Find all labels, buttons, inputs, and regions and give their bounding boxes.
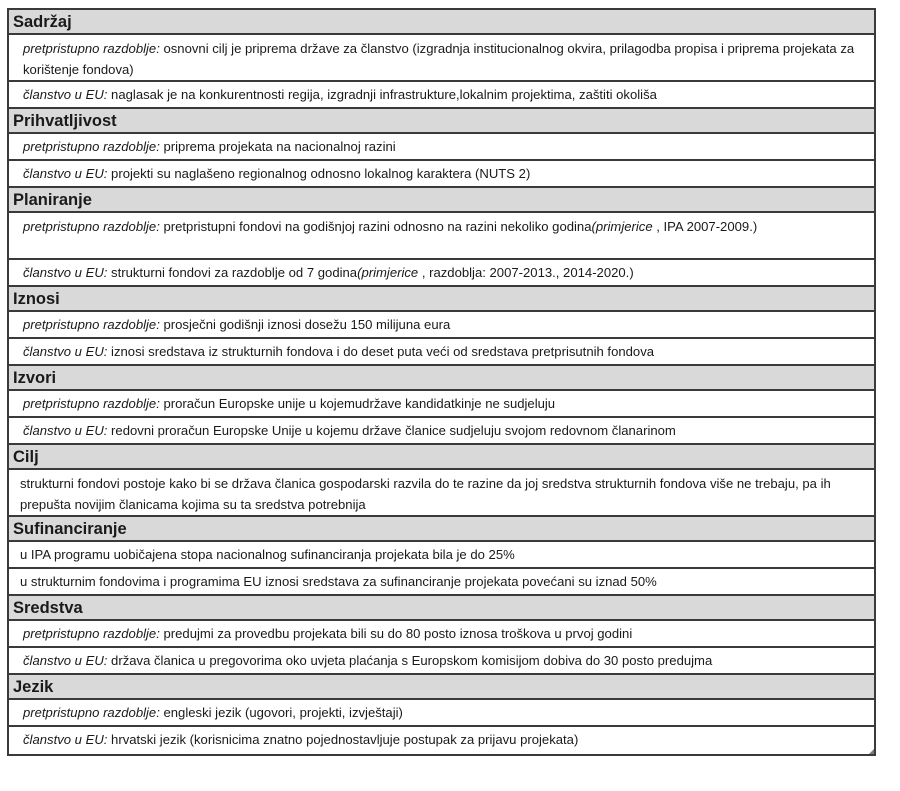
row-text: hrvatski jezik (korisnicima znatno pojednostavljuje postupak za prijavu projekata) bbox=[107, 732, 579, 747]
resize-grip-icon[interactable] bbox=[869, 749, 874, 754]
table-row bbox=[9, 569, 874, 596]
table-row bbox=[9, 648, 874, 675]
section-header-sredstva: Sredstva bbox=[9, 596, 874, 621]
row-text: osnovni cilj je priprema države za članstvo (izgradnja institucionalnog okvira, prilagodba propisa i priprema projekata za korištenje fondova) bbox=[23, 41, 855, 77]
row-text: u strukturnim fondovima i programima EU iznosi sredstava za sufinanciranje projekata povećani su iznad 50% bbox=[20, 574, 657, 589]
table-row bbox=[9, 621, 874, 648]
row-text-tail: , razdoblja: 2007-2013., 2014-2020.) bbox=[418, 265, 634, 280]
table-row bbox=[9, 35, 874, 82]
row-text: proračun Europske unije u kojemudržave kandidatkinje ne sudjeluju bbox=[159, 396, 556, 411]
table-row bbox=[9, 161, 874, 188]
table-row bbox=[9, 134, 874, 161]
row-prefix: pretpristupno razdoblje: bbox=[23, 396, 160, 411]
row-emphasis: (primjerice bbox=[591, 219, 653, 234]
table-row bbox=[9, 260, 874, 287]
row-text: predujmi za provedbu projekata bili su do 80 posto iznosa troškova u prvoj godini bbox=[159, 626, 633, 641]
row-text: strukturni fondovi postoje kako bi se država članica gospodarski razvila do te razine da joj sredstva strukturnih fondova više ne trebaju, pa ih prepušta novijim članicama kojima su ta sredstva potrebnija bbox=[20, 476, 831, 512]
row-text: redovni proračun Europske Unije u kojemu države članice sudjeluju svojom redovnom članarinom bbox=[107, 423, 676, 438]
row-prefix: članstvo u EU: bbox=[23, 732, 108, 747]
row-prefix: pretpristupno razdoblje: bbox=[23, 41, 160, 56]
row-text: prosječni godišnji iznosi dosežu 150 milijuna eura bbox=[159, 317, 451, 332]
row-prefix: pretpristupno razdoblje: bbox=[23, 139, 160, 154]
row-prefix: članstvo u EU: bbox=[23, 265, 108, 280]
row-text: strukturni fondovi za razdoblje od 7 godina bbox=[107, 265, 358, 280]
row-prefix: članstvo u EU: bbox=[23, 653, 108, 668]
row-text: iznosi sredstava iz strukturnih fondova i do deset puta veći od sredstava pretprisutnih fondova bbox=[107, 344, 655, 359]
row-text: projekti su naglašeno regionalnog odnosno lokalnog karaktera (NUTS 2) bbox=[107, 166, 531, 181]
section-header-cilj: Cilj bbox=[9, 445, 874, 470]
row-text: pretpristupni fondovi na godišnjoj razini odnosno na razini nekoliko godina bbox=[159, 219, 592, 234]
table-row bbox=[9, 391, 874, 418]
section-header-izvori: Izvori bbox=[9, 366, 874, 391]
row-prefix: pretpristupno razdoblje: bbox=[23, 705, 160, 720]
section-header-sufinanciranje: Sufinanciranje bbox=[9, 517, 874, 542]
table-row bbox=[9, 470, 874, 517]
table-row bbox=[9, 542, 874, 569]
row-prefix: članstvo u EU: bbox=[23, 166, 108, 181]
row-text: u IPA programu uobičajena stopa nacionalnog sufinanciranja projekata bila je do 25% bbox=[20, 547, 515, 562]
section-header-prihvatljivost: Prihvatljivost bbox=[9, 109, 874, 134]
table-row bbox=[9, 700, 874, 727]
row-text: naglasak je na konkurentnosti regija, izgradnji infrastrukture,lokalnim projektima, zaštiti okoliša bbox=[107, 87, 657, 102]
row-prefix: članstvo u EU: bbox=[23, 423, 108, 438]
section-header-jezik: Jezik bbox=[9, 675, 874, 700]
row-text-tail: , IPA 2007-2009.) bbox=[652, 219, 758, 234]
table-row bbox=[9, 213, 874, 260]
row-prefix: članstvo u EU: bbox=[23, 87, 108, 102]
table-row bbox=[9, 312, 874, 339]
row-text: engleski jezik (ugovori, projekti, izvještaji) bbox=[159, 705, 403, 720]
row-prefix: članstvo u EU: bbox=[23, 344, 108, 359]
row-prefix: pretpristupno razdoblje: bbox=[23, 626, 160, 641]
row-prefix: pretpristupno razdoblje: bbox=[23, 317, 160, 332]
table-row bbox=[9, 727, 874, 754]
section-header-sadrzaj: Sadržaj bbox=[9, 10, 874, 35]
row-text: država članica u pregovorima oko uvjeta plaćanja s Europskom komisijom dobiva do 30 posto predujma bbox=[107, 653, 713, 668]
table-row bbox=[9, 418, 874, 445]
section-header-planiranje: Planiranje bbox=[9, 188, 874, 213]
row-emphasis: (primjerice bbox=[357, 265, 419, 280]
table-row bbox=[9, 82, 874, 109]
table-row bbox=[9, 339, 874, 366]
comparison-table bbox=[7, 8, 876, 756]
section-header-iznosi: Iznosi bbox=[9, 287, 874, 312]
row-text: priprema projekata na nacionalnoj razini bbox=[159, 139, 396, 154]
row-prefix: pretpristupno razdoblje: bbox=[23, 219, 160, 234]
